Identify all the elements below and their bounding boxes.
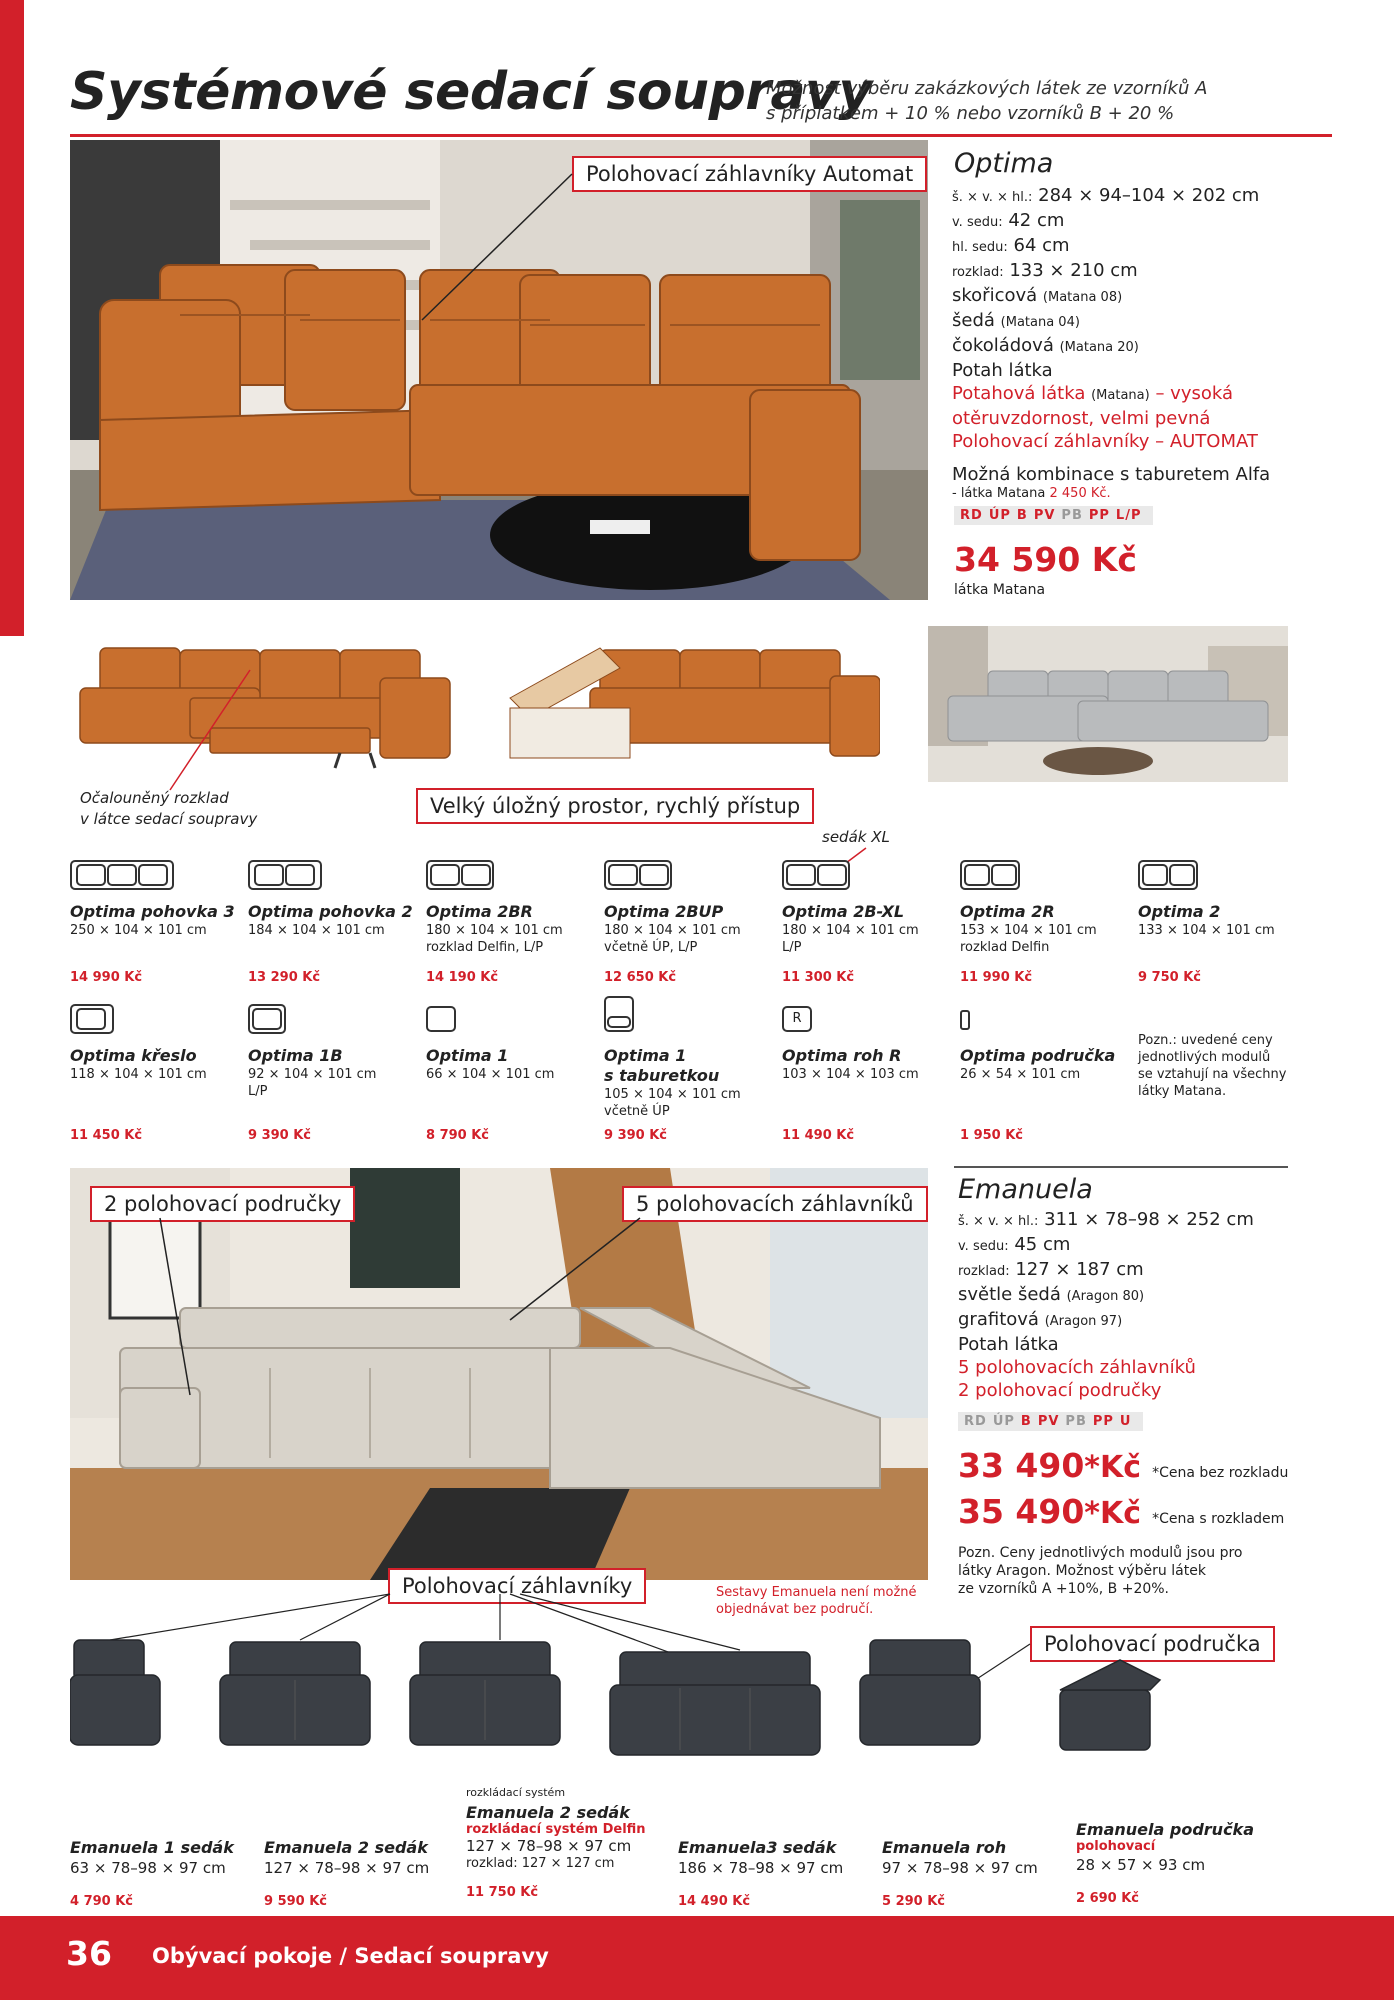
seat-1b-icon — [248, 1004, 286, 1034]
module-name: Emanuela roh — [882, 1838, 1007, 1857]
seat-depth-value: 64 cm — [1013, 235, 1070, 256]
code-badge: L/P — [1115, 508, 1142, 523]
module-spec: 250 × 104 × 101 cm — [70, 923, 207, 938]
emanuela-note — [958, 1544, 1242, 1598]
warning-line: Sestavy Emanuela není možné — [716, 1585, 917, 1600]
note-line: látky Matana. — [1138, 1084, 1227, 1099]
callout-headrests-count: 5 polohovacích záhlavníků — [622, 1186, 928, 1222]
page-title: Systémové sedací soupravy — [70, 62, 872, 122]
callout-headrests: Polohovací záhlavníky — [388, 1568, 646, 1604]
price-note: *Cena bez rozkladu — [1152, 1465, 1289, 1481]
combo-text: Možná kombinace s taburetem Alfa — [952, 464, 1271, 485]
price-value: 35 490 — [958, 1492, 1085, 1531]
module-card — [70, 1838, 234, 1909]
callout-storage: Velký úložný prostor, rychlý přístup — [416, 788, 814, 824]
feature-text: 2 polohovací područky — [958, 1380, 1162, 1401]
code-badge: B — [1016, 508, 1028, 523]
bed-value: 133 × 210 cm — [1009, 260, 1138, 281]
module-price: 14 190 Kč — [426, 970, 499, 985]
price-currency: *Kč — [1084, 1496, 1142, 1531]
module-spec-line: L/P — [782, 940, 802, 955]
dims-value: 284 × 94–104 × 202 cm — [1038, 185, 1260, 206]
color-code: (Matana 04) — [1000, 315, 1080, 330]
module-spec — [426, 922, 563, 956]
header-rule — [70, 134, 1332, 137]
color-name: šedá — [952, 310, 995, 331]
module-price: 11 990 Kč — [960, 970, 1033, 985]
module-spec-line: 180 × 104 × 101 cm — [604, 923, 741, 938]
note-line: látky Aragon. Možnost výběru látek — [958, 1563, 1206, 1579]
code-badge: PP — [1088, 508, 1110, 523]
module-spec: 97 × 78–98 × 97 cm — [882, 1859, 1038, 1877]
module-name: Emanuela3 sedák — [678, 1838, 837, 1857]
code-badge: PB — [1065, 1414, 1087, 1429]
module-price: 4 790 Kč — [70, 1894, 134, 1909]
module-name: Optima pohovka 3 — [70, 902, 235, 921]
module-price: 9 750 Kč — [1138, 970, 1202, 985]
corner-r-icon — [782, 1004, 812, 1034]
module-spec: 127 × 78–98 × 97 cm — [264, 1859, 430, 1877]
module-spec-line: rozklad Delfin — [960, 940, 1050, 955]
optima-feature-codes — [954, 506, 1153, 525]
note-line: Pozn. Ceny jednotlivých modulů jsou pro — [958, 1545, 1243, 1561]
module-price: 11 490 Kč — [782, 1128, 855, 1143]
feature-text: 5 polohovacích záhlavníků — [958, 1357, 1196, 1378]
side-accent-bar — [0, 0, 24, 636]
code-badge: ÚP — [992, 1414, 1015, 1429]
module-price: 9 390 Kč — [248, 1128, 312, 1143]
module-card — [264, 1838, 429, 1909]
code-badge: PV — [1033, 508, 1056, 523]
module-spec2: rozklad: 127 × 127 cm — [466, 1856, 615, 1871]
module-name: Optima 2BR — [426, 902, 533, 921]
callout-headrest-automat: Polohovací záhlavníky Automat — [572, 156, 927, 192]
optima-price: 34 590 Kč — [954, 540, 1137, 579]
note-line: se vztahují na všechny — [1138, 1067, 1287, 1082]
module-spec — [782, 922, 919, 956]
code-badge: RD — [964, 1414, 987, 1429]
module-name — [604, 1046, 719, 1086]
color-name: grafitová — [958, 1309, 1039, 1330]
price-currency: *Kč — [1084, 1450, 1142, 1485]
module-name: Emanuela područka — [1076, 1820, 1254, 1839]
module-spec-line: 105 × 104 × 101 cm — [604, 1087, 741, 1102]
warning-line: objednávat bez područí. — [716, 1602, 874, 1617]
price-note: *Cena s rozkladem — [1152, 1511, 1285, 1527]
module-spec: 118 × 104 × 101 cm — [70, 1067, 207, 1082]
sofa-3-icon — [70, 860, 174, 890]
color-name: skořicová — [952, 285, 1038, 306]
subtitle-line: s příplatkem + 10 % nebo vzorníků B + 20 % — [766, 103, 1175, 124]
callout-armrests: 2 polohovací područky — [90, 1186, 355, 1222]
seat-height-value: 45 cm — [1014, 1234, 1071, 1255]
callout-line-text: Očalouněný rozklad — [80, 789, 229, 807]
module-name: Optima područka — [960, 1046, 1116, 1065]
emanuela-feature-codes — [958, 1412, 1143, 1431]
sofa-2-icon — [1138, 860, 1198, 890]
feature-text: Potahová látka — [952, 383, 1086, 404]
optima-grey-photo — [928, 626, 1288, 782]
module-price: 11 450 Kč — [70, 1128, 143, 1143]
bed-label: rozklad: — [952, 265, 1004, 280]
module-name: Emanuela 2 sedák — [264, 1838, 428, 1857]
module-spec: 127 × 78–98 × 97 cm — [466, 1837, 632, 1855]
dims-label: š. × v. × hl.: — [958, 1214, 1039, 1229]
module-spec — [960, 922, 1097, 956]
emanuela-price-1 — [958, 1446, 1288, 1485]
module-spec: 186 × 78–98 × 97 cm — [678, 1859, 844, 1877]
sofa-2bxl-icon — [782, 860, 850, 890]
seat-height-label: v. sedu: — [958, 1239, 1009, 1254]
feature-fabric: (Matana) — [1091, 388, 1150, 403]
callout-line-text: v látce sedací soupravy — [80, 810, 258, 828]
module-spec: 184 × 104 × 101 cm — [248, 923, 385, 938]
module-card — [1076, 1820, 1254, 1906]
code-badge: PP — [1092, 1414, 1114, 1429]
cover-type: Potah látka — [958, 1334, 1059, 1355]
code-badge: PV — [1037, 1414, 1060, 1429]
module-price: 5 290 Kč — [882, 1894, 946, 1909]
module-sub: rozkládací systém Delfin — [466, 1822, 646, 1837]
note-line: Pozn.: uvedené ceny — [1138, 1033, 1273, 1048]
module-pre: rozkládací systém — [466, 1786, 566, 1799]
note-line: jednotlivých modulů — [1138, 1050, 1271, 1065]
optima-price-note — [1138, 1032, 1310, 1100]
note-line: ze vzorníků A +10%, B +20%. — [958, 1581, 1170, 1597]
module-price: 9 390 Kč — [604, 1128, 668, 1143]
emanuela-rule — [954, 1166, 1288, 1168]
module-price: 11 750 Kč — [466, 1885, 539, 1900]
module-name-line: s taburetkou — [604, 1066, 720, 1085]
module-spec-line: rozklad Delfin, L/P — [426, 940, 544, 955]
seat-height-label: v. sedu: — [952, 215, 1003, 230]
feature-text: – vysoká — [1155, 383, 1234, 404]
module-spec: 26 × 54 × 101 cm — [960, 1067, 1081, 1082]
seat-depth-label: hl. sedu: — [952, 240, 1008, 255]
module-card — [678, 1838, 843, 1909]
color-code: (Aragon 80) — [1066, 1289, 1145, 1304]
code-badge: B — [1020, 1414, 1032, 1429]
callout-arrow — [160, 660, 280, 800]
dims-label: š. × v. × hl.: — [952, 190, 1033, 205]
module-price: 1 950 Kč — [960, 1128, 1024, 1143]
sofa-2r-icon — [960, 860, 1020, 890]
corner-letter: R — [782, 1006, 812, 1032]
callout-lines — [120, 1210, 660, 1410]
emanuela-module-images — [70, 1630, 1330, 1780]
module-spec-line: 92 × 104 × 101 cm — [248, 1067, 377, 1082]
subtitle-line: Možnost výběru zakázkových látek ze vzorníků A — [766, 78, 1208, 99]
module-price: 11 300 Kč — [782, 970, 855, 985]
module-spec: 133 × 104 × 101 cm — [1138, 923, 1275, 938]
module-spec-line: 180 × 104 × 101 cm — [426, 923, 563, 938]
code-badge: RD — [960, 508, 983, 523]
module-sub: polohovací — [1076, 1839, 1156, 1854]
module-name: Optima roh R — [782, 1046, 902, 1065]
color-name: světle šedá — [958, 1284, 1061, 1305]
module-spec: 103 × 104 × 103 cm — [782, 1067, 919, 1082]
color-code: (Matana 08) — [1042, 290, 1123, 305]
seat-1-icon — [426, 1004, 456, 1034]
page-number: 36 — [66, 1934, 112, 1973]
armrest-icon — [960, 1004, 972, 1034]
seat-height-value: 42 cm — [1008, 210, 1065, 231]
module-spec — [248, 1066, 376, 1100]
optima-price-note: látka Matana — [954, 582, 1046, 598]
module-name: Emanuela 2 sedák — [466, 1803, 630, 1822]
module-name: Optima 1 — [426, 1046, 509, 1065]
module-spec-line: včetně ÚP — [604, 1104, 670, 1119]
emanuela-specs — [958, 1208, 1254, 1402]
module-price: 9 590 Kč — [264, 1894, 328, 1909]
callout-xl: sedák XL — [822, 828, 890, 846]
optima-modules-row1 — [70, 860, 1332, 990]
module-spec — [604, 1086, 741, 1120]
combo-sub: - látka Matana — [952, 486, 1046, 501]
color-code: (Aragon 97) — [1044, 1314, 1123, 1329]
module-name: Emanuela 1 sedák — [70, 1838, 234, 1857]
module-name: Optima pohovka 2 — [248, 902, 413, 921]
bed-value: 127 × 187 cm — [1015, 1259, 1144, 1280]
feature-text: Polohovací záhlavníky – AUTOMAT — [952, 431, 1258, 452]
cover-type: Potah látka — [952, 360, 1053, 381]
module-name-line: Optima 1 — [604, 1046, 687, 1065]
module-price: 14 490 Kč — [678, 1894, 751, 1909]
module-name: Optima 2BUP — [604, 902, 724, 921]
color-name: čokoládová — [952, 335, 1054, 356]
module-spec-line: L/P — [248, 1084, 268, 1099]
module-spec-line: včetně ÚP, L/P — [604, 940, 698, 955]
optima-specs — [952, 184, 1270, 502]
page-subtitle — [766, 76, 1207, 126]
optima-modules-row2 — [70, 1004, 1332, 1154]
price-value: 33 490 — [958, 1446, 1085, 1485]
emanuela-name: Emanuela — [958, 1174, 1093, 1205]
combo-price: 2 450 Kč. — [1049, 486, 1111, 501]
module-name: Optima 2 — [1138, 902, 1221, 921]
module-price: 13 290 Kč — [248, 970, 321, 985]
module-spec: 28 × 57 × 93 cm — [1076, 1856, 1206, 1874]
optima-storage-photo — [490, 628, 880, 778]
module-spec-line: 153 × 104 × 101 cm — [960, 923, 1097, 938]
module-card — [882, 1838, 1038, 1909]
bed-label: rozklad: — [958, 1264, 1010, 1279]
section-title: Obývací pokoje / Sedací soupravy — [152, 1944, 549, 1968]
sofa-2-icon — [248, 860, 322, 890]
module-spec: 63 × 78–98 × 97 cm — [70, 1859, 226, 1877]
sofa-2br-icon — [426, 860, 494, 890]
code-badge: ÚP — [988, 508, 1011, 523]
module-price: 8 790 Kč — [426, 1128, 490, 1143]
optima-name: Optima — [954, 148, 1054, 179]
module-card — [466, 1786, 646, 1900]
color-code: (Matana 20) — [1059, 340, 1139, 355]
sofa-2bup-icon — [604, 860, 672, 890]
callout-line — [420, 170, 580, 330]
emanuela-price-2 — [958, 1492, 1284, 1531]
module-spec-line: 180 × 104 × 101 cm — [782, 923, 919, 938]
module-price: 12 650 Kč — [604, 970, 677, 985]
module-price: 14 990 Kč — [70, 970, 143, 985]
armchair-icon — [70, 1004, 114, 1034]
seat-with-stool-icon — [604, 996, 634, 1034]
module-name: Optima 1B — [248, 1046, 343, 1065]
module-name: Optima 2B-XL — [782, 902, 905, 921]
module-spec — [604, 922, 741, 956]
module-name: Optima 2R — [960, 902, 1055, 921]
dims-value: 311 × 78–98 × 252 cm — [1044, 1209, 1254, 1230]
callout-armrest: Polohovací područka — [1030, 1626, 1275, 1662]
feature-text: otěruvzdornost, velmi pevná — [952, 408, 1211, 429]
module-name: Optima křeslo — [70, 1046, 197, 1065]
code-badge: U — [1119, 1414, 1132, 1429]
code-badge: PB — [1061, 508, 1083, 523]
module-spec: 66 × 104 × 101 cm — [426, 1067, 555, 1082]
module-price: 2 690 Kč — [1076, 1891, 1140, 1906]
